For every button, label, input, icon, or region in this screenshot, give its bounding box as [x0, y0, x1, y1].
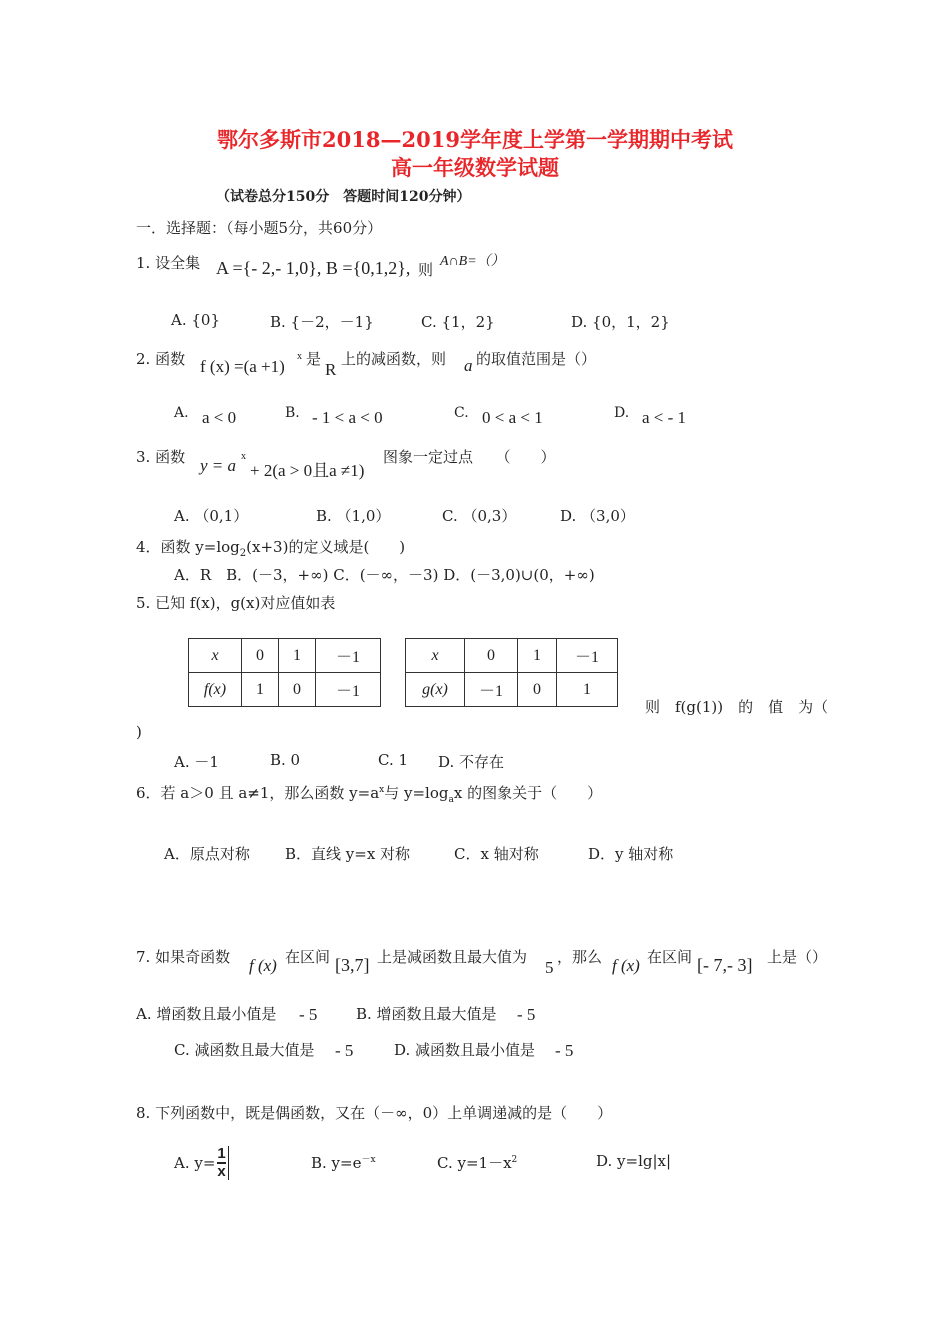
q1-option-d[interactable]: D. {0，1，2} [571, 313, 670, 331]
table1-cell: 1 [242, 673, 279, 707]
table2-header-x: x [406, 639, 465, 673]
q1-sets: A ={- 2,- 1,0}, B ={0,1,2}, [216, 258, 411, 278]
table2-cell: 0 [518, 673, 557, 707]
q4-options[interactable]: A．R B．(－3，+∞) C．(－∞，－3) D．(－3,0)∪(0，+∞) [174, 566, 595, 584]
q7-option-d-value: - 5 [555, 1041, 574, 1060]
q8-option-a-text: A. y= [174, 1154, 216, 1172]
q2-option-d[interactable]: a < - 1 [642, 408, 687, 427]
q5-option-c[interactable]: C. 1 [378, 751, 409, 769]
q5-question: 则 f(g(1)) 的 值 为（ [645, 698, 829, 716]
q6-exponent: x [379, 785, 385, 795]
q3-condition: + 2(a > 0且a ≠1) [250, 461, 365, 480]
q4-log-base: 2 [239, 548, 247, 559]
table2-cell: 1 [557, 673, 618, 707]
g-value-table [405, 638, 618, 707]
q2-option-c[interactable]: 0 < a < 1 [482, 408, 543, 427]
q8-option-c-exponent: 2 [511, 1155, 518, 1165]
q8-option-a[interactable] [174, 1146, 229, 1180]
q7-option-a-value: - 5 [299, 1005, 318, 1024]
q8-option-b-text: B. y=e [311, 1154, 362, 1172]
q6-mid: 与 y=log [384, 784, 449, 802]
q1-option-c[interactable]: C. {1，2} [421, 313, 495, 331]
fraction-denominator: x [217, 1163, 226, 1180]
q7-function-1: f (x) [249, 956, 277, 975]
q5-option-b[interactable]: B. 0 [270, 751, 301, 769]
exam-info: （试卷总分150分 答题时间120分钟） [216, 189, 471, 205]
q1-option-b[interactable]: B. {－2，－1} [270, 313, 374, 331]
table1-header-fx: f(x) [189, 673, 242, 707]
q2-stem: 2. 函数 [136, 350, 186, 368]
q3-exponent: x [241, 451, 246, 462]
q7-text-4: 在区间 [647, 948, 693, 966]
q8-option-d[interactable]: D. y=lg|x| [596, 1152, 672, 1170]
q2-option-b-label[interactable]: B. [285, 405, 300, 421]
q2-function: f (x) =(a +1) [200, 357, 285, 376]
q5-close: ) [136, 723, 142, 741]
q6-option-a[interactable]: A．原点对称 [164, 845, 250, 863]
q2-real-set: R [325, 360, 337, 379]
q1-stem: 1. 设全集 [136, 254, 201, 272]
q7-option-b[interactable]: B. 增函数且最大值是 [356, 1005, 497, 1023]
q7-option-a[interactable]: A. 增函数且最小值是 [136, 1005, 277, 1023]
q8-option-c[interactable] [437, 1152, 517, 1173]
q7-interval-1: [3,7] [335, 955, 370, 975]
q2-text: 上的减函数，则 [341, 350, 447, 368]
q8-option-c-text: C. y=1－x [437, 1154, 512, 1172]
q6-stem-text: 6．若 a＞0 且 a≠1，那么函数 y=a [136, 784, 380, 802]
q3-option-d[interactable]: D. （3,0） [560, 507, 635, 525]
q5-option-d[interactable]: D. 不存在 [438, 753, 505, 771]
q2-variable: a [464, 356, 473, 375]
q3-text: 图象一定过点 （ ） [383, 448, 556, 466]
table1-cell: －1 [316, 673, 381, 707]
table1-header-x: x [189, 639, 242, 673]
q4-stem [136, 536, 405, 559]
table2-header-gx: g(x) [406, 673, 465, 707]
q6-log-base: a [448, 795, 454, 805]
q5-option-a[interactable]: A. －1 [174, 753, 219, 771]
q8-option-b[interactable] [311, 1152, 376, 1172]
table1-cell: －1 [316, 639, 381, 673]
q1-expression: A∩B=（） [440, 254, 505, 269]
exam-subtitle: 高一年级数学试题 [391, 155, 559, 180]
q2-is: 是 [306, 350, 322, 368]
q7-interval-2: [- 7,- 3] [697, 955, 753, 975]
q7-text-3: ，那么 [557, 948, 603, 966]
q6-option-b[interactable]: B．直线 y=x 对称 [285, 845, 411, 863]
q8-option-b-exponent: －x [361, 1155, 376, 1165]
q7-stem: 7. 如果奇函数 [136, 948, 231, 966]
table1-cell: 1 [279, 639, 316, 673]
q1-then: 则 [418, 261, 434, 279]
q8-stem: 8. 下列函数中，既是偶函数，又在（－∞，0）上单调递减的是（ ） [136, 1104, 613, 1122]
q3-stem: 3. 函数 [136, 448, 186, 466]
q2-exponent: x [297, 351, 302, 362]
q7-option-c[interactable]: C. 减函数且最大值是 [174, 1041, 315, 1059]
table2-cell: －1 [465, 673, 518, 707]
section-heading: 一．选择题：（每小题5分，共60分） [136, 219, 383, 237]
q4-stem-tail: (x+3)的定义域是( ) [246, 538, 406, 556]
table1-cell: 0 [279, 673, 316, 707]
table2-cell: 0 [465, 639, 518, 673]
f-value-table [188, 638, 381, 707]
q7-text-2: 上是减函数且最大值为 [377, 948, 528, 966]
q7-max-value: 5 [545, 958, 554, 977]
q2-option-c-label[interactable]: C. [454, 405, 469, 421]
q6-stem [136, 782, 602, 805]
q2-option-d-label[interactable]: D. [614, 405, 630, 421]
q7-option-b-value: - 5 [517, 1005, 536, 1024]
q7-function-2: f (x) [612, 956, 640, 975]
q2-option-a-label[interactable]: A. [174, 405, 189, 421]
q1-option-a[interactable]: A. {0} [171, 311, 220, 329]
q6-option-d[interactable]: D．y 轴对称 [588, 845, 674, 863]
q6-option-c[interactable]: C．x 轴对称 [454, 845, 539, 863]
table1-cell: 0 [242, 639, 279, 673]
q3-option-b[interactable]: B. （1,0） [316, 507, 391, 525]
exam-title: 鄂尔多斯市2018—2019学年度上学第一学期期中考试 [217, 127, 733, 152]
fraction-numerator: 1 [217, 1145, 226, 1162]
q2-option-a[interactable]: a < 0 [202, 408, 237, 427]
q7-text-5: 上是（） [767, 948, 828, 966]
q2-ask: 的取值范围是（） [476, 350, 597, 368]
table2-cell: 1 [518, 639, 557, 673]
q3-option-a[interactable]: A. （0,1） [174, 507, 249, 525]
q8-option-a-fraction [215, 1146, 228, 1180]
q7-option-c-value: - 5 [335, 1041, 354, 1060]
q7-option-d[interactable]: D. 减函数且最小值是 [394, 1041, 536, 1059]
q5-stem: 5. 已知 f(x)，g(x)对应值如表 [136, 594, 336, 612]
q4-stem-text: 4．函数 y=log [136, 538, 240, 556]
table2-cell: －1 [557, 639, 618, 673]
q7-text-1: 在区间 [285, 948, 331, 966]
q6-tail: x 的图象关于（ ） [453, 784, 603, 802]
q3-option-c[interactable]: C. （0,3） [442, 507, 517, 525]
q2-option-b[interactable]: - 1 < a < 0 [312, 408, 383, 427]
q3-function: y = a [200, 456, 237, 475]
